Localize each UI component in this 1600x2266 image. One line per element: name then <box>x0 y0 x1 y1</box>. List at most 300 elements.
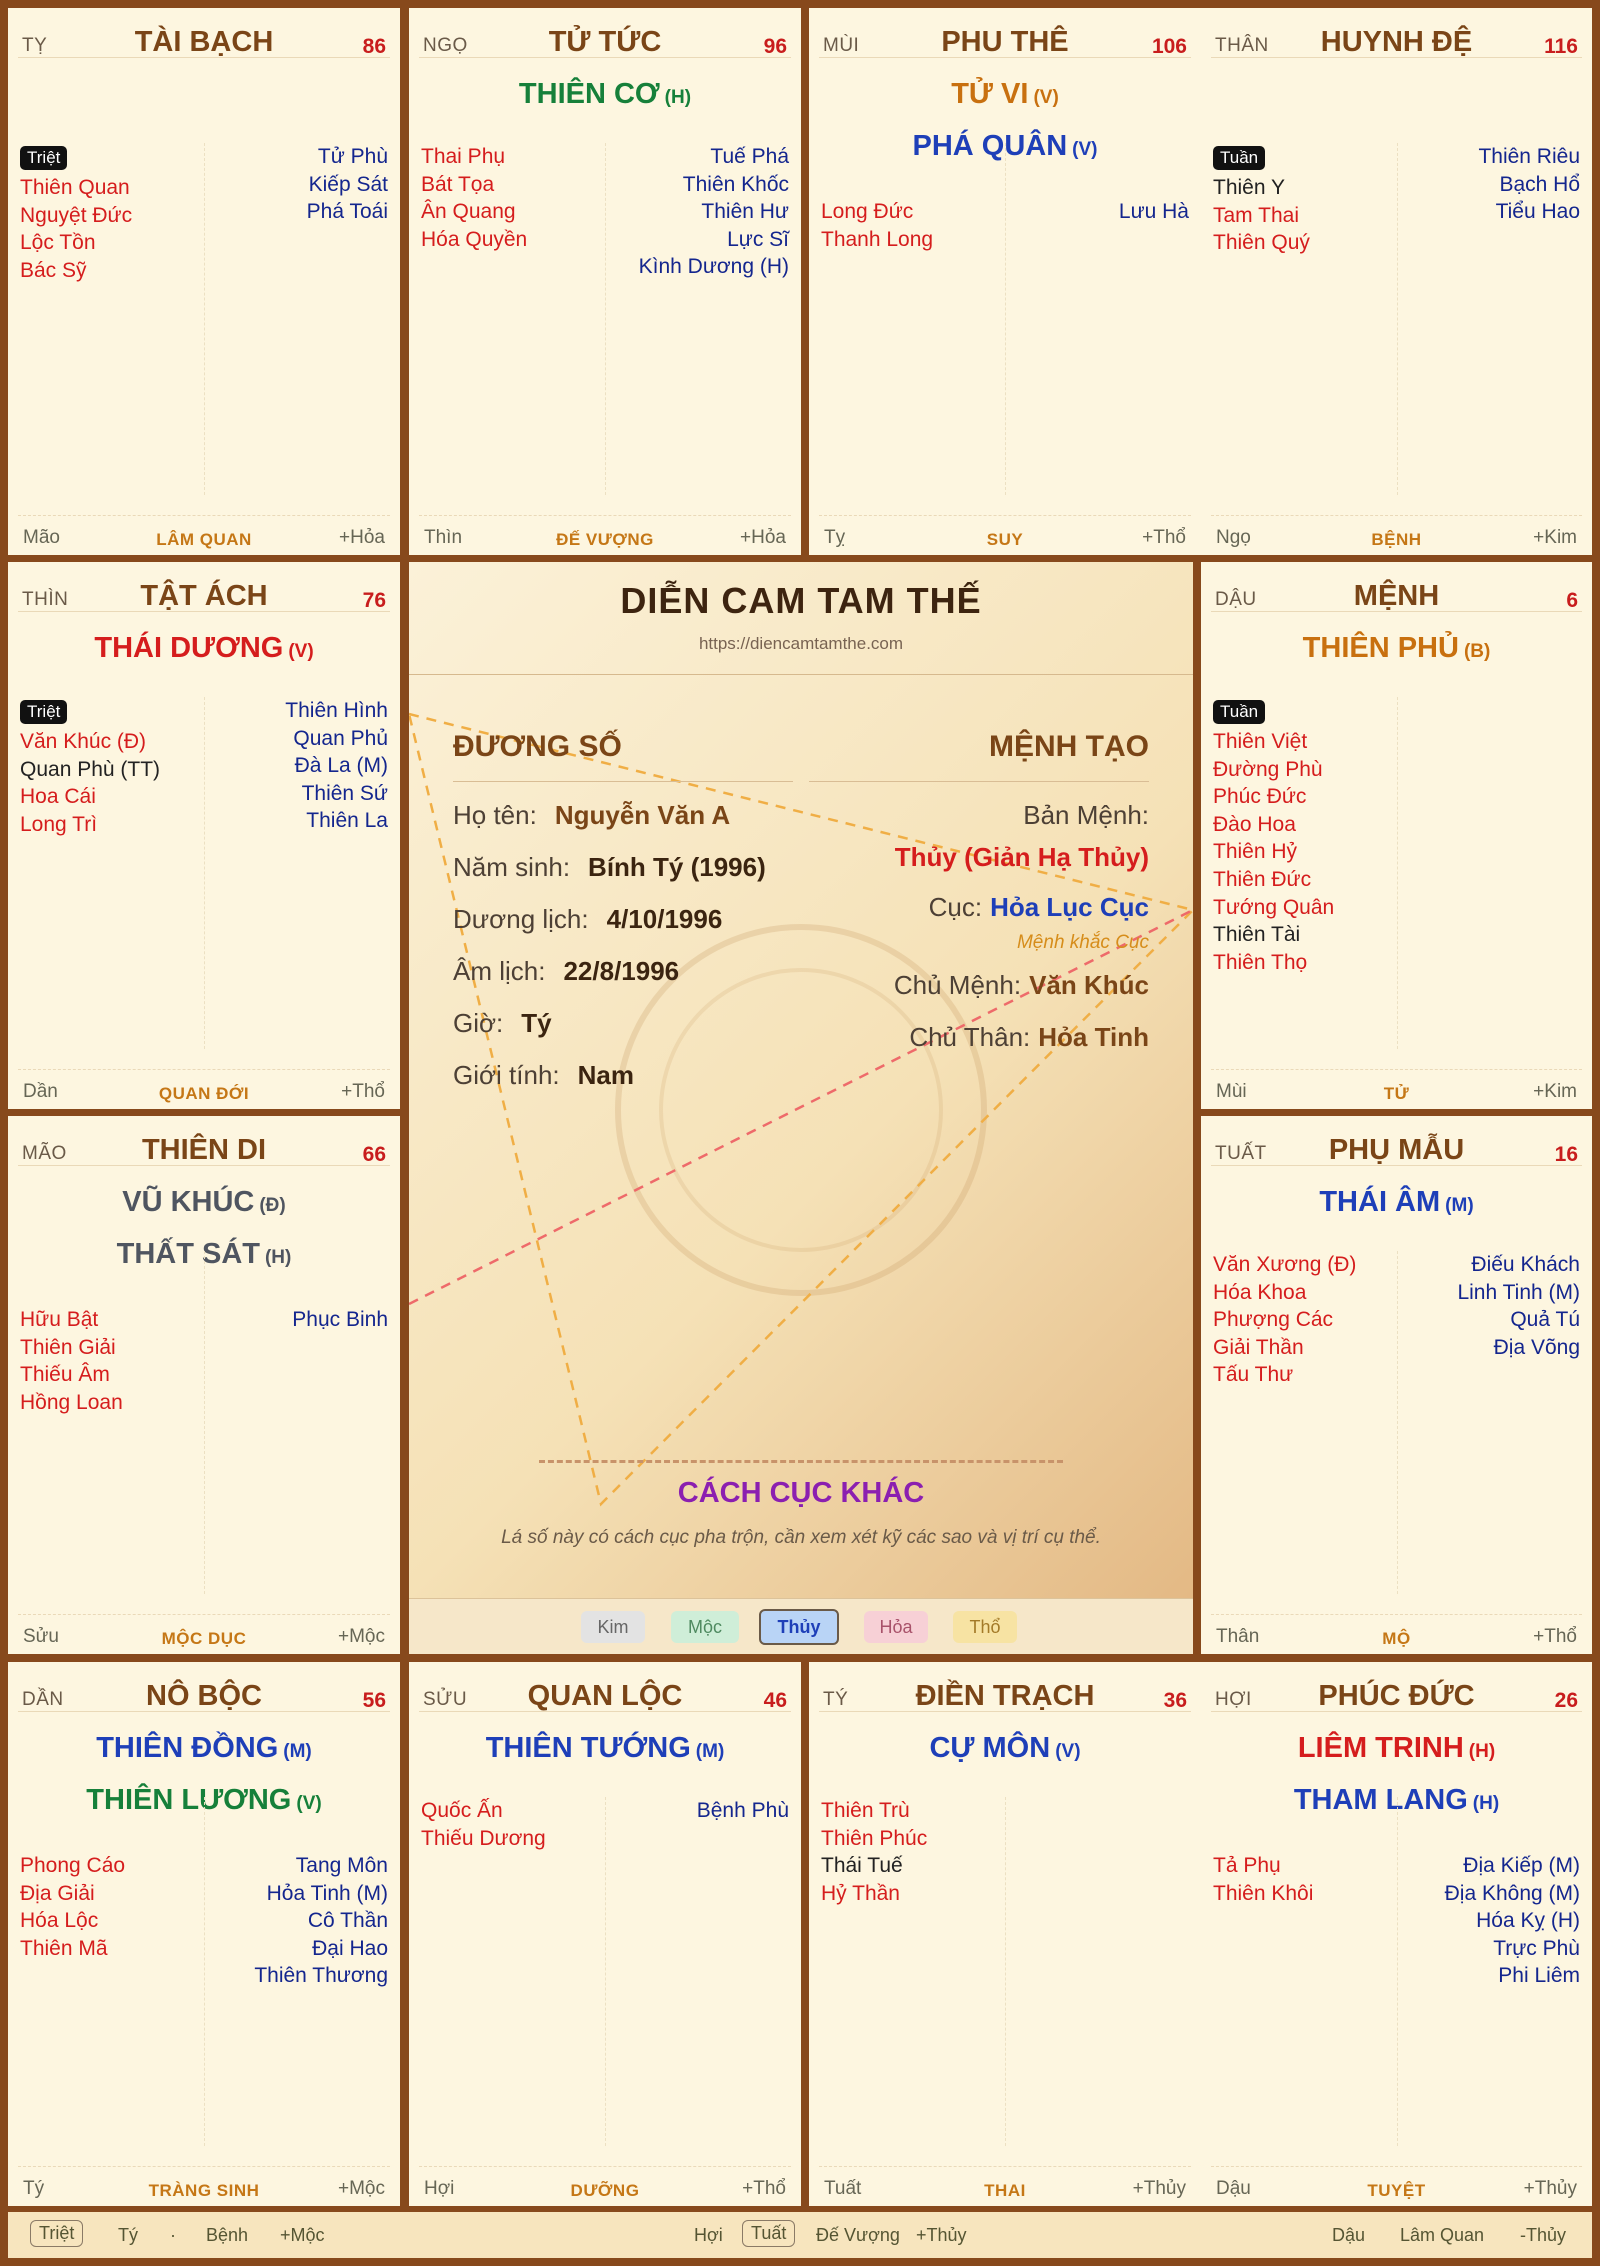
minor-star[interactable]: Bát Tọa <box>421 172 495 196</box>
minor-star[interactable]: Địa Không (M) <box>1444 1881 1580 1905</box>
palace-number: 56 <box>362 1689 386 1712</box>
minor-star[interactable]: Thiên Hỷ <box>1213 840 1298 864</box>
minor-star[interactable]: Đào Hoa <box>1213 812 1296 836</box>
main-star-brightness: (V) <box>1033 87 1059 108</box>
footer-branch: Sửu <box>23 1626 59 1647</box>
hour-label: Giờ: <box>453 1008 504 1038</box>
minor-star[interactable]: Hoa Cái <box>20 785 96 809</box>
chu-than-row <box>909 1022 1149 1053</box>
lunar-label: Âm lịch: <box>453 956 546 986</box>
minor-star[interactable]: Tử Phù <box>317 145 388 168</box>
earthly-branch: HỢI <box>1215 1689 1252 1710</box>
palace-name: ĐIỀN TRẠCH <box>915 1680 1095 1712</box>
element-tag: +Thổ <box>341 1081 385 1102</box>
minor-star[interactable]: Thiếu Dương <box>421 1826 546 1850</box>
element-tag: +Thổ <box>742 2178 786 2199</box>
minor-star[interactable]: Đường Phù <box>1213 757 1323 781</box>
palace-name: TẬT ÁCH <box>140 580 268 612</box>
palace-footer <box>419 2166 791 2200</box>
life-stage: MỘC DỤC <box>161 1629 247 1648</box>
main-star[interactable] <box>8 1724 400 1776</box>
element-tag: +Kim <box>1533 527 1577 548</box>
main-star-name: CỰ MÔN <box>929 1732 1051 1764</box>
chu-menh-value: Văn Khúc <box>1029 970 1149 1000</box>
minor-star[interactable]: Phi Liêm <box>1498 1964 1580 1988</box>
minor-star[interactable]: Ân Quang <box>421 200 516 224</box>
title-divider <box>409 674 1193 675</box>
life-stage: THAI <box>984 2181 1026 2200</box>
palace-name: PHÚC ĐỨC <box>1318 1680 1475 1712</box>
footer-branch: Tý <box>23 2178 45 2199</box>
palace-thien-di[interactable] <box>8 1116 400 1654</box>
bottom-item: -Thủy <box>1520 2225 1567 2245</box>
element-tag: +Thổ <box>1142 527 1186 548</box>
main-star-name: THAM LANG <box>1293 1784 1468 1816</box>
minor-star[interactable]: Thái Tuế <box>821 1854 903 1878</box>
cach-cuc-note: Lá số này có cách cục pha trộn, cần xem xét kỹ các sao và vị trí cụ thể. <box>501 1527 1101 1548</box>
center-panel <box>409 562 1193 1654</box>
earthly-branch: TỴ <box>22 35 48 56</box>
column-divider <box>1005 143 1006 495</box>
palace-name: HUYNH ĐỆ <box>1320 26 1473 58</box>
main-star[interactable] <box>409 70 801 122</box>
palace-name: PHU THÊ <box>941 26 1069 58</box>
minor-stars-right <box>198 143 388 226</box>
minor-star[interactable]: Thiên Khôi <box>1213 1881 1314 1905</box>
footer-branch: Mùi <box>1216 1081 1247 1102</box>
minor-star[interactable]: Thiên Khốc <box>682 172 789 196</box>
earthly-branch: MÃO <box>22 1143 67 1164</box>
minor-star[interactable]: Đà La (M) <box>294 754 388 778</box>
minor-star[interactable]: Địa Kiếp (M) <box>1463 1854 1580 1877</box>
tuan-badge: Tuần <box>1213 146 1265 170</box>
minor-star[interactable]: Quốc Ấn <box>421 1799 503 1822</box>
earthly-branch: THÌN <box>22 589 69 610</box>
footer-branch: Mão <box>23 527 60 548</box>
main-star[interactable] <box>1201 624 1592 676</box>
palace-dien-trach[interactable] <box>809 1662 1201 2206</box>
main-star-brightness: (V) <box>1072 139 1098 160</box>
ban-menh-label: Bản Mệnh: <box>1023 800 1149 830</box>
duong-so-heading: ĐƯƠNG SỐ <box>453 730 622 763</box>
minor-star[interactable]: Thiên Thọ <box>1213 950 1308 974</box>
life-stage: TRÀNG SINH <box>148 2181 260 2200</box>
palace-no-boc[interactable] <box>8 1662 400 2206</box>
main-star-name: THIÊN ĐỒNG <box>96 1732 279 1764</box>
minor-stars-left <box>20 1852 205 1962</box>
palace-footer <box>18 2166 390 2200</box>
palace-footer <box>18 1614 390 1648</box>
footer-branch: Ngọ <box>1216 527 1251 548</box>
minor-star[interactable]: Phúc Đức <box>1213 785 1307 809</box>
minor-star[interactable]: Quan Phủ <box>293 726 388 750</box>
main-star-brightness: (V) <box>1055 1741 1081 1762</box>
palace-header <box>1211 18 1582 58</box>
main-stars <box>409 70 801 122</box>
cach-cuc-heading: CÁCH CỤC KHÁC <box>677 1477 925 1509</box>
element-filter-bar <box>409 1598 1193 1654</box>
center-ring-inner <box>661 970 941 1250</box>
minor-star[interactable]: Thiên Hình <box>285 699 388 722</box>
palace-number: 86 <box>362 35 386 58</box>
bottom-item: +Mộc <box>280 2225 325 2245</box>
earthly-branch: TUẤT <box>1215 1143 1267 1164</box>
footer-branch: Thân <box>1216 1626 1260 1647</box>
palace-footer <box>18 1069 390 1103</box>
minor-star[interactable]: Đại Hao <box>312 1936 388 1960</box>
main-star-brightness: (M) <box>1445 1195 1474 1216</box>
bottom-item: · <box>170 2225 176 2245</box>
life-stage: QUAN ĐỚI <box>158 1084 250 1103</box>
minor-stars-right <box>599 143 789 281</box>
minor-star[interactable]: Tiểu Hao <box>1495 200 1580 224</box>
element-tag: +Hỏa <box>339 527 385 548</box>
element-chip-hoa[interactable]: Hỏa <box>864 1611 928 1643</box>
bottom-item[interactable]: Tuất <box>742 2220 795 2247</box>
palace-header <box>18 1126 390 1166</box>
main-star[interactable] <box>809 70 1201 122</box>
minor-stars-right <box>1390 143 1580 226</box>
life-stage: SUY <box>986 530 1024 549</box>
bottom-item: Hợi <box>694 2225 723 2245</box>
main-star[interactable] <box>409 1724 801 1776</box>
minor-star[interactable]: Kiếp Sát <box>308 172 388 196</box>
palace-number: 66 <box>362 1143 386 1166</box>
bottom-item[interactable]: Triệt <box>30 2220 83 2247</box>
gender-value: Nam <box>577 1060 634 1090</box>
element-tag: +Kim <box>1533 1081 1577 1102</box>
chu-than-label: Chủ Thân: <box>909 1022 1031 1052</box>
minor-star[interactable]: Hóa Khoa <box>1213 1280 1307 1304</box>
palace-number: 76 <box>362 589 386 612</box>
minor-star[interactable]: Thiên Thương <box>254 1964 388 1988</box>
minor-stars-right <box>198 1306 388 1334</box>
minor-stars-right <box>1390 1251 1580 1361</box>
element-chip-tho[interactable]: Thổ <box>953 1611 1017 1643</box>
palace-phu-mau[interactable] <box>1201 1116 1592 1654</box>
minor-star[interactable]: Thiên Quý <box>1213 231 1310 255</box>
solar-label: Dương lịch: <box>453 904 589 934</box>
main-star-name: TỬ VI <box>951 78 1029 110</box>
palace-header <box>419 18 791 58</box>
main-star-brightness: (V) <box>288 641 314 662</box>
main-star-brightness: (V) <box>296 1793 322 1814</box>
minor-stars-left <box>821 1797 1006 1907</box>
minor-star[interactable]: Văn Khúc (Đ) <box>20 730 147 753</box>
minor-stars-left <box>421 143 606 253</box>
minor-star[interactable]: Điếu Khách <box>1471 1253 1580 1276</box>
minor-star[interactable]: Thiên Việt <box>1213 730 1308 753</box>
main-star-brightness: (M) <box>283 1741 312 1762</box>
solar-value: 4/10/1996 <box>606 904 723 934</box>
palace-number: 36 <box>1163 1689 1187 1712</box>
palace-name: PHỤ MẪU <box>1328 1134 1465 1166</box>
name-value: Nguyễn Văn A <box>554 800 731 830</box>
palace-header <box>419 1672 791 1712</box>
minor-star[interactable]: Quan Phù (TT) <box>20 757 161 781</box>
cuc-row <box>929 892 1149 923</box>
life-stage: LÂM QUAN <box>156 530 252 549</box>
minor-star[interactable]: Thiên Quan <box>20 176 130 199</box>
minor-star[interactable]: Thiên Trù <box>821 1799 910 1822</box>
minor-star[interactable]: Long Trì <box>20 812 98 836</box>
name-row <box>453 800 730 831</box>
main-star-brightness: (H) <box>264 1247 292 1268</box>
minor-star[interactable]: Tam Thai <box>1213 203 1299 227</box>
minor-star[interactable]: Thiếu Âm <box>20 1363 110 1387</box>
minor-star[interactable]: Phục Binh <box>292 1308 388 1331</box>
footer-branch: Hợi <box>424 2178 455 2199</box>
hour-row <box>453 1008 552 1039</box>
footer-branch: Dần <box>23 1081 58 1102</box>
main-star-brightness: (H) <box>664 87 692 108</box>
palace-header <box>18 18 390 58</box>
minor-star[interactable]: Lưu Hà <box>1118 200 1189 223</box>
palace-name: QUAN LỘC <box>527 1680 683 1712</box>
earthly-branch: SỬU <box>423 1689 468 1710</box>
palace-name: MỆNH <box>1353 580 1440 612</box>
main-star[interactable] <box>1201 1724 1592 1776</box>
minor-stars-right <box>599 1797 789 1825</box>
minor-star[interactable]: Thiên Mã <box>20 1936 108 1960</box>
earthly-branch: NGỌ <box>423 35 468 56</box>
name-label: Họ tên: <box>453 800 537 830</box>
main-star-name: LIÊM TRINH <box>1297 1732 1464 1764</box>
minor-star[interactable]: Hồng Loan <box>20 1390 123 1414</box>
minor-star[interactable]: Hỏa Tinh (M) <box>266 1881 388 1905</box>
minor-star[interactable]: Long Đức <box>821 200 914 223</box>
minor-star[interactable]: Bệnh Phù <box>696 1799 789 1822</box>
minor-star[interactable]: Thai Phụ <box>421 145 506 168</box>
minor-star[interactable]: Tướng Quân <box>1213 895 1335 919</box>
minor-star[interactable]: Cô Thần <box>307 1909 388 1933</box>
life-stage: DƯỠNG <box>570 2181 640 2200</box>
chu-menh-label: Chủ Mệnh: <box>893 970 1022 1000</box>
minor-star[interactable]: Kình Dương (H) <box>638 255 789 279</box>
palace-phuc-duc[interactable] <box>1201 1662 1592 2206</box>
bottom-status-bar <box>8 2212 1592 2258</box>
main-stars <box>409 1724 801 1776</box>
palace-header <box>819 1672 1191 1712</box>
element-tag: +Hỏa <box>740 527 786 548</box>
life-stage: TỬ <box>1383 1084 1410 1103</box>
minor-star[interactable]: Hóa Quyền <box>421 227 528 251</box>
palace-footer <box>819 515 1191 549</box>
main-star-name: THIÊN LƯƠNG <box>86 1784 292 1816</box>
minor-star[interactable]: Bác Sỹ <box>20 258 87 282</box>
palace-number: 106 <box>1151 35 1187 58</box>
footer-branch: Tuất <box>824 2178 862 2199</box>
cach-cuc-divider <box>539 1460 1063 1463</box>
minor-star[interactable]: Thiên Sứ <box>301 781 388 805</box>
life-stage: BỆNH <box>1371 530 1422 549</box>
triet-badge: Triệt <box>20 146 67 170</box>
lunar-value: 22/8/1996 <box>563 956 680 986</box>
minor-star[interactable]: Thiên Tài <box>1213 923 1301 947</box>
palace-number: 116 <box>1544 35 1578 58</box>
minor-star[interactable]: Phượng Các <box>1213 1308 1334 1332</box>
minor-star[interactable]: Thanh Long <box>821 227 934 251</box>
minor-stars-right <box>1390 1852 1580 1990</box>
minor-star[interactable]: Tang Môn <box>295 1854 388 1877</box>
minor-star[interactable]: Địa Võng <box>1493 1335 1580 1359</box>
gender-label: Giới tính: <box>453 1060 560 1090</box>
solar-row <box>453 904 722 935</box>
minor-star[interactable]: Tả Phụ <box>1213 1854 1281 1877</box>
minor-stars-right <box>198 697 388 835</box>
main-stars <box>8 624 400 676</box>
minor-star[interactable]: Thiên Riêu <box>1478 145 1580 168</box>
lunar-row <box>453 956 679 987</box>
palace-menh[interactable] <box>1201 562 1592 1109</box>
earthly-branch: MÙI <box>823 35 860 56</box>
year-row <box>453 852 766 883</box>
earthly-branch: TÝ <box>823 1689 849 1710</box>
minor-star[interactable]: Quả Tú <box>1510 1308 1580 1332</box>
main-stars <box>1201 1178 1592 1230</box>
minor-stars-right <box>999 198 1189 226</box>
palace-footer <box>819 2166 1191 2200</box>
life-stage: ĐẾ VƯỢNG <box>556 530 654 549</box>
minor-star[interactable]: Thiên Giải <box>20 1335 116 1359</box>
palace-huynh-de[interactable] <box>1201 8 1592 555</box>
main-star-name: THIÊN TƯỚNG <box>485 1732 691 1764</box>
cuc-value: Hỏa Lục Cục <box>990 892 1149 922</box>
year-label: Năm sinh: <box>453 852 571 882</box>
duong-so-underline <box>453 781 793 782</box>
minor-stars-left <box>20 697 205 838</box>
palace-footer <box>1211 1614 1582 1648</box>
bottom-item: Tý <box>118 2225 138 2245</box>
main-star[interactable] <box>8 1178 400 1230</box>
minor-star[interactable]: Lộc Tồn <box>20 231 96 255</box>
main-star-brightness: (Đ) <box>259 1195 286 1216</box>
palace-header <box>18 572 390 612</box>
main-stars <box>809 1724 1201 1776</box>
minor-star[interactable]: Hóa Kỵ (H) <box>1476 1909 1580 1933</box>
palace-footer <box>1211 515 1582 549</box>
main-star-name: THẤT SÁT <box>116 1238 260 1270</box>
bottom-item: Đế Vượng <box>816 2225 900 2245</box>
footer-branch: Thìn <box>424 527 463 548</box>
main-star-name: THÁI DƯƠNG <box>94 632 284 664</box>
minor-star[interactable]: Địa Giải <box>20 1881 95 1905</box>
menh-tao-heading: MỆNH TẠO <box>989 730 1149 763</box>
bottom-item: Bệnh <box>206 2225 249 2245</box>
minor-star[interactable]: Giải Thần <box>1213 1335 1304 1359</box>
palace-header <box>1211 1672 1582 1712</box>
minor-star[interactable]: Thiên La <box>306 809 388 833</box>
palace-tat-ach[interactable] <box>8 562 400 1109</box>
palace-name: NÔ BỘC <box>146 1680 262 1712</box>
main-star-name: PHÁ QUÂN <box>912 130 1068 162</box>
main-star[interactable] <box>8 624 400 676</box>
minor-stars-left <box>1213 1852 1398 1907</box>
main-star-brightness: (M) <box>695 1741 725 1762</box>
minor-star[interactable]: Trực Phù <box>1493 1936 1580 1960</box>
bottom-item: Lâm Quan <box>1400 2225 1485 2245</box>
life-stage: TUYỆT <box>1367 2181 1426 2200</box>
palace-number: 26 <box>1554 1689 1578 1712</box>
palace-tu-tuc[interactable] <box>409 8 801 555</box>
palace-header <box>1211 572 1582 612</box>
minor-star[interactable]: Phá Toái <box>306 200 388 224</box>
main-star-brightness: (B) <box>1463 641 1491 662</box>
palace-number: 16 <box>1554 1143 1578 1166</box>
minor-star[interactable]: Thiên Y <box>1213 176 1285 199</box>
minor-stars-right <box>198 1852 388 1990</box>
main-star[interactable] <box>809 1724 1201 1776</box>
bottom-item: +Thủy <box>916 2225 967 2245</box>
life-stage: MỘ <box>1382 1629 1411 1648</box>
cuc-note: Mệnh khắc Cục <box>1016 932 1149 953</box>
minor-star[interactable]: Hóa Lộc <box>20 1909 99 1933</box>
element-chip-kim[interactable]: Kim <box>581 1611 645 1643</box>
palace-number: 6 <box>1566 589 1578 612</box>
palace-footer <box>18 515 390 549</box>
palace-footer <box>1211 2166 1582 2200</box>
column-divider <box>204 1251 205 1594</box>
minor-star[interactable]: Văn Xương (Đ) <box>1213 1253 1357 1276</box>
minor-star[interactable]: Hỷ Thần <box>821 1881 900 1905</box>
minor-star[interactable]: Nguyệt Đức <box>20 203 133 227</box>
element-tag: +Thổ <box>1533 1626 1577 1647</box>
palace-phu-the[interactable] <box>809 8 1201 555</box>
minor-star[interactable]: Tuế Phá <box>710 145 789 168</box>
footer-branch: Dậu <box>1216 2178 1251 2199</box>
hour-value: Tý <box>521 1008 552 1038</box>
minor-star[interactable]: Thiên Đức <box>1213 867 1312 891</box>
main-star-brightness: (H) <box>1468 1741 1496 1762</box>
minor-star[interactable]: Thiên Hư <box>701 200 789 224</box>
element-tag: +Mộc <box>338 1626 385 1647</box>
palace-number: 96 <box>763 35 787 58</box>
minor-stars-left <box>1213 1251 1398 1389</box>
earthly-branch: DẦN <box>22 1689 64 1710</box>
element-chip-moc[interactable]: Mộc <box>671 1611 739 1643</box>
main-star-name: THIÊN PHỦ <box>1302 632 1459 664</box>
element-chip-thuy[interactable]: Thủy <box>759 1609 839 1645</box>
palace-footer <box>1211 1069 1582 1103</box>
minor-star[interactable]: Bạch Hổ <box>1499 172 1580 196</box>
minor-star[interactable]: Hữu Bật <box>20 1308 99 1331</box>
minor-star[interactable]: Thiên Phúc <box>821 1826 928 1850</box>
palace-name: THIÊN DI <box>141 1134 267 1166</box>
year-value: Bính Tý (1996) <box>588 852 766 882</box>
palace-header <box>819 18 1191 58</box>
minor-star[interactable]: Lực Sĩ <box>727 227 789 251</box>
minor-stars-left <box>20 143 205 284</box>
minor-star[interactable]: Linh Tinh (M) <box>1457 1280 1580 1304</box>
earthly-branch: DẬU <box>1215 589 1257 610</box>
palace-footer <box>419 515 791 549</box>
menh-tao-underline <box>809 781 1149 782</box>
ban-menh-value: Thủy (Giản Hạ Thủy) <box>894 842 1149 872</box>
bottom-item: Dậu <box>1332 2225 1366 2245</box>
main-star-name: THÁI ÂM <box>1319 1186 1441 1218</box>
minor-star[interactable]: Tấu Thư <box>1213 1363 1294 1387</box>
element-tag: +Thủy <box>1523 2178 1577 2199</box>
triangle-line-orange <box>409 714 1193 1504</box>
minor-star[interactable]: Phong Cáo <box>20 1854 126 1877</box>
site-url[interactable]: https://diencamtamthe.com <box>698 634 904 653</box>
palace-header <box>1211 1126 1582 1166</box>
minor-stars-left <box>1213 143 1398 257</box>
palace-quan-loc[interactable] <box>409 1662 801 2206</box>
palace-tai-bach[interactable] <box>8 8 400 555</box>
chu-than-value: Hỏa Tinh <box>1038 1022 1149 1052</box>
main-star[interactable] <box>1201 1178 1592 1230</box>
